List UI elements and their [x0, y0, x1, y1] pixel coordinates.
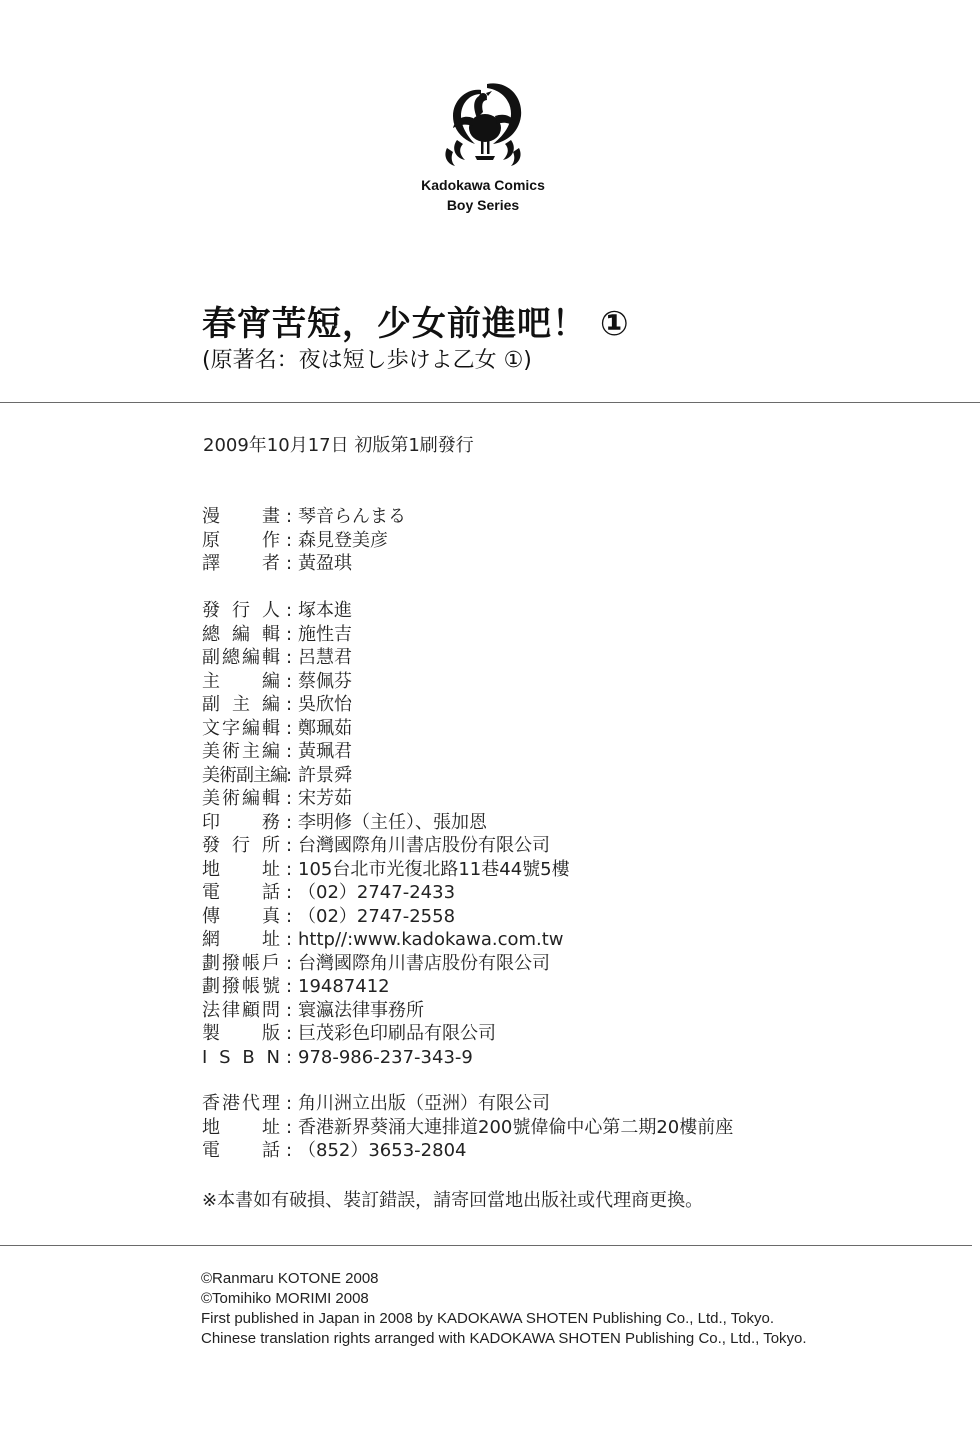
credit-value: 吳欣怡 [298, 694, 352, 715]
credit-label-char: 印 [202, 811, 220, 833]
credit-label-char: 副 [202, 694, 220, 715]
credit-row [202, 999, 570, 1023]
credit-label [202, 764, 287, 788]
credit-label-char: 術 [222, 788, 240, 809]
credit-label [202, 599, 280, 623]
credit-colon: : [285, 694, 293, 715]
credit-label-char: 美 [202, 788, 220, 809]
credit-value: 978-986-237-343-9 [298, 1046, 473, 1068]
credit-colon: : [285, 882, 293, 903]
credit-label-char: 總 [222, 647, 240, 668]
credit-row [202, 623, 570, 647]
credit-label [202, 1046, 280, 1070]
credit-label-char: 畫 [262, 506, 280, 527]
credit-row [202, 693, 570, 717]
credit-value: （02）2747-2558 [298, 905, 456, 927]
credit-row [202, 740, 570, 764]
credit-value: 寰瀛法律事務所 [298, 999, 424, 1021]
credit-label [202, 952, 280, 976]
credit-label-char: I [202, 1046, 208, 1068]
credit-label-char: 主 [242, 741, 260, 762]
credit-value: 蔡佩芬 [298, 670, 352, 692]
credit-row [202, 928, 570, 952]
credit-label [202, 623, 280, 647]
credit-value: 森見登美彦 [298, 529, 388, 551]
credit-label-char: 地 [202, 858, 220, 880]
credit-colon: : [285, 1116, 293, 1138]
publisher-logo [400, 78, 566, 214]
credit-value: 呂慧君 [298, 647, 352, 668]
credit-row [202, 1116, 733, 1140]
credit-colon: : [285, 858, 293, 880]
credit-colon: : [285, 835, 293, 856]
credit-label-char: 輯 [262, 788, 280, 809]
credit-row [202, 1022, 570, 1046]
credit-label-char: 劃 [202, 952, 220, 974]
credit-label-char: 話 [262, 1140, 280, 1161]
credit-label-char: 編 [262, 670, 280, 692]
credit-label-char: 發 [202, 600, 220, 621]
credit-row [202, 717, 570, 741]
credit-row [202, 505, 406, 529]
credit-label [202, 1116, 280, 1140]
credit-label-char: 傳 [202, 905, 220, 927]
credit-label-char: 字 [222, 717, 240, 739]
credit-label-char: 電 [202, 1140, 220, 1161]
credit-label-char: 作 [262, 529, 280, 551]
credit-row [202, 670, 570, 694]
imprint-name: Kadokawa Comics [421, 177, 545, 193]
book-title: 春宵苦短，少女前進吧！ ① [202, 304, 630, 344]
credit-label [202, 505, 280, 529]
credit-colon: : [285, 623, 293, 645]
credit-value: 李明修（主任）、張加恩 [298, 811, 487, 833]
credit-label-char: 漫 [202, 506, 220, 527]
credit-colon: : [285, 717, 293, 739]
credit-label-char: 址 [262, 929, 280, 950]
credit-label-char: 顧 [242, 999, 260, 1021]
divider-top [0, 402, 980, 403]
credit-value: 105台北市光復北路11巷44號5樓 [298, 858, 570, 880]
credit-row [202, 764, 570, 788]
credit-label-char: B [242, 1046, 255, 1068]
credit-label-char: 編 [262, 694, 280, 715]
credit-label-char: 務 [262, 811, 280, 833]
credit-label [202, 1022, 280, 1046]
credit-label-char: 劃 [202, 976, 220, 997]
credit-label-char: 美 [202, 764, 219, 786]
credit-colon: : [285, 1023, 293, 1044]
credit-label-char: 輯 [262, 717, 280, 739]
credit-label-char: 撥 [222, 952, 240, 974]
credit-label-char: 律 [222, 999, 240, 1021]
credit-label-char: 香 [202, 1093, 220, 1114]
credit-value: 台灣國際角川書店股份有限公司 [298, 835, 550, 856]
credit-label [202, 928, 280, 952]
credit-label-char: 製 [202, 1023, 220, 1044]
credit-row [202, 1092, 733, 1116]
credit-label-char: 代 [242, 1093, 260, 1114]
credit-row [202, 905, 570, 929]
credit-label-char: 號 [262, 976, 280, 997]
credit-row [202, 952, 570, 976]
credit-label [202, 834, 280, 858]
credit-label-char: 問 [262, 999, 280, 1021]
credit-colon: : [285, 929, 293, 950]
credit-colon: : [285, 764, 293, 786]
credit-label-char: 地 [202, 1116, 220, 1138]
credit-colon: : [285, 741, 293, 762]
credit-label [202, 787, 280, 811]
credit-value: 巨茂彩色印刷品有限公司 [298, 1023, 496, 1044]
credit-label-char: 文 [202, 717, 220, 739]
credit-label-char: 帳 [242, 952, 260, 974]
credit-label-char: 真 [262, 905, 280, 927]
credit-label-char: 撥 [222, 976, 240, 997]
credit-label-char: 術 [222, 741, 240, 762]
credit-label [202, 552, 280, 576]
credit-value: 台灣國際角川書店股份有限公司 [298, 952, 550, 974]
credit-value: （02）2747-2433 [298, 882, 456, 903]
credits-primary [202, 505, 406, 576]
credit-value: 宋芳茹 [298, 788, 352, 809]
credit-row [202, 811, 570, 835]
credit-value: 黃盈琪 [298, 553, 352, 574]
credit-label-char: 理 [262, 1093, 280, 1114]
credit-label-char: 輯 [262, 623, 280, 645]
credit-label-char: 術 [219, 764, 236, 786]
credit-colon: : [285, 670, 293, 692]
credit-row [202, 881, 570, 905]
credit-label-char: 網 [202, 929, 220, 950]
credit-row [202, 858, 570, 882]
credit-row [202, 975, 570, 999]
copyright-line: Chinese translation rights arranged with KADOKAWA SHOTEN Publishing Co., Ltd., Tokyo. [201, 1330, 807, 1347]
credit-label [202, 975, 280, 999]
credits-hongkong [202, 1092, 733, 1163]
credit-label-char: 輯 [262, 647, 280, 668]
credit-label [202, 646, 280, 670]
credit-colon: : [285, 506, 293, 527]
credit-label [202, 881, 280, 905]
credit-label-char: 譯 [202, 553, 220, 574]
credit-value: 許景舜 [298, 764, 352, 786]
credit-label [202, 717, 280, 741]
credit-colon: : [285, 976, 293, 997]
imprint-series: Boy Series [446, 197, 520, 213]
credit-row [202, 552, 406, 576]
credit-label [202, 999, 280, 1023]
credit-label [202, 858, 280, 882]
credit-row [202, 599, 570, 623]
credit-value: 鄭珮茹 [298, 717, 352, 739]
credit-row [202, 1046, 570, 1070]
credit-label [202, 740, 280, 764]
credit-label-char: 址 [262, 858, 280, 880]
credit-colon: : [285, 1046, 293, 1068]
credit-row [202, 529, 406, 553]
credit-row [202, 787, 570, 811]
damage-notice: ※本書如有破損、裝訂錯誤，請寄回當地出版社或代理商更換。 [202, 1190, 704, 1211]
credits-staff [202, 599, 570, 1069]
credit-row [202, 834, 570, 858]
credit-colon: : [285, 529, 293, 551]
credit-label-char: 人 [262, 600, 280, 621]
original-title: (原著名：夜は短し歩けよ乙女 ①) [202, 348, 532, 373]
credit-label-char: 行 [232, 835, 250, 856]
credit-label-char: 主 [253, 764, 270, 786]
credit-label-char: 編 [262, 741, 280, 762]
credit-label [202, 811, 280, 835]
credit-value: 塚本進 [298, 600, 352, 621]
credit-value: 黃珮君 [298, 741, 352, 762]
credit-label [202, 905, 280, 929]
copyright-line: ©Tomihiko MORIMI 2008 [201, 1290, 369, 1307]
credit-label-char: 編 [270, 764, 287, 786]
credit-label [202, 1092, 280, 1116]
credit-label-char: 編 [242, 717, 260, 739]
credit-colon: : [285, 788, 293, 809]
credit-value: 角川洲立出版（亞洲）有限公司 [298, 1093, 550, 1114]
credit-value: http//:www.kadokawa.com.tw [298, 929, 564, 950]
credit-label-char: 主 [232, 694, 250, 715]
credit-label-char: 港 [222, 1093, 240, 1114]
credit-label-char: 戶 [262, 952, 280, 974]
divider-bottom [0, 1245, 972, 1246]
credit-label-char: 美 [202, 741, 220, 762]
credit-label [202, 1139, 280, 1163]
credit-colon: : [285, 1093, 293, 1114]
credit-value: 香港新界葵涌大連排道200號偉倫中心第二期20樓前座 [298, 1116, 734, 1138]
credit-label-char: 話 [262, 882, 280, 903]
credit-label-char: 者 [262, 553, 280, 574]
copyright-line: First published in Japan in 2008 by KADOKAWA SHOTEN Publishing Co., Ltd., Tokyo. [201, 1310, 775, 1327]
credit-colon: : [285, 600, 293, 621]
credit-label-char: 版 [262, 1023, 280, 1044]
credit-value: 琴音らんまる [298, 506, 406, 527]
credit-label-char: 主 [202, 670, 220, 692]
credit-label-char: N [266, 1046, 280, 1068]
credit-label-char: 行 [232, 600, 250, 621]
credit-colon: : [285, 952, 293, 974]
credit-label-char: 副 [202, 647, 220, 668]
credit-colon: : [285, 553, 293, 574]
credit-value: （852）3653-2804 [298, 1140, 467, 1161]
credit-colon: : [285, 905, 293, 927]
credit-label-char: 址 [262, 1116, 280, 1138]
phoenix-icon [437, 78, 529, 174]
credit-label-char: 發 [202, 835, 220, 856]
credit-colon: : [285, 999, 293, 1021]
credit-label-char: 帳 [242, 976, 260, 997]
credit-label-char: 法 [202, 999, 220, 1021]
credit-row [202, 1139, 733, 1163]
credit-label [202, 529, 280, 553]
credit-label-char: 所 [262, 835, 280, 856]
credit-label-char: S [219, 1046, 231, 1068]
credit-colon: : [285, 647, 293, 668]
credit-label-char: 總 [202, 623, 220, 645]
credit-label [202, 670, 280, 694]
credit-row [202, 646, 570, 670]
credit-label-char: 副 [236, 764, 253, 786]
credit-value: 19487412 [298, 976, 390, 997]
credit-colon: : [285, 1140, 293, 1161]
edition-date: 2009年10月17日 初版第1刷發行 [203, 435, 474, 456]
credit-label-char: 編 [242, 647, 260, 668]
copyright-block [201, 1269, 807, 1349]
credit-label-char: 編 [242, 788, 260, 809]
credit-label-char: 編 [232, 623, 250, 645]
credit-label-char: 電 [202, 882, 220, 903]
credit-colon: : [285, 811, 293, 833]
credit-label-char: 原 [202, 529, 220, 551]
copyright-line: ©Ranmaru KOTONE 2008 [201, 1270, 379, 1287]
credit-label [202, 693, 280, 717]
credit-value: 施性吉 [298, 623, 352, 645]
